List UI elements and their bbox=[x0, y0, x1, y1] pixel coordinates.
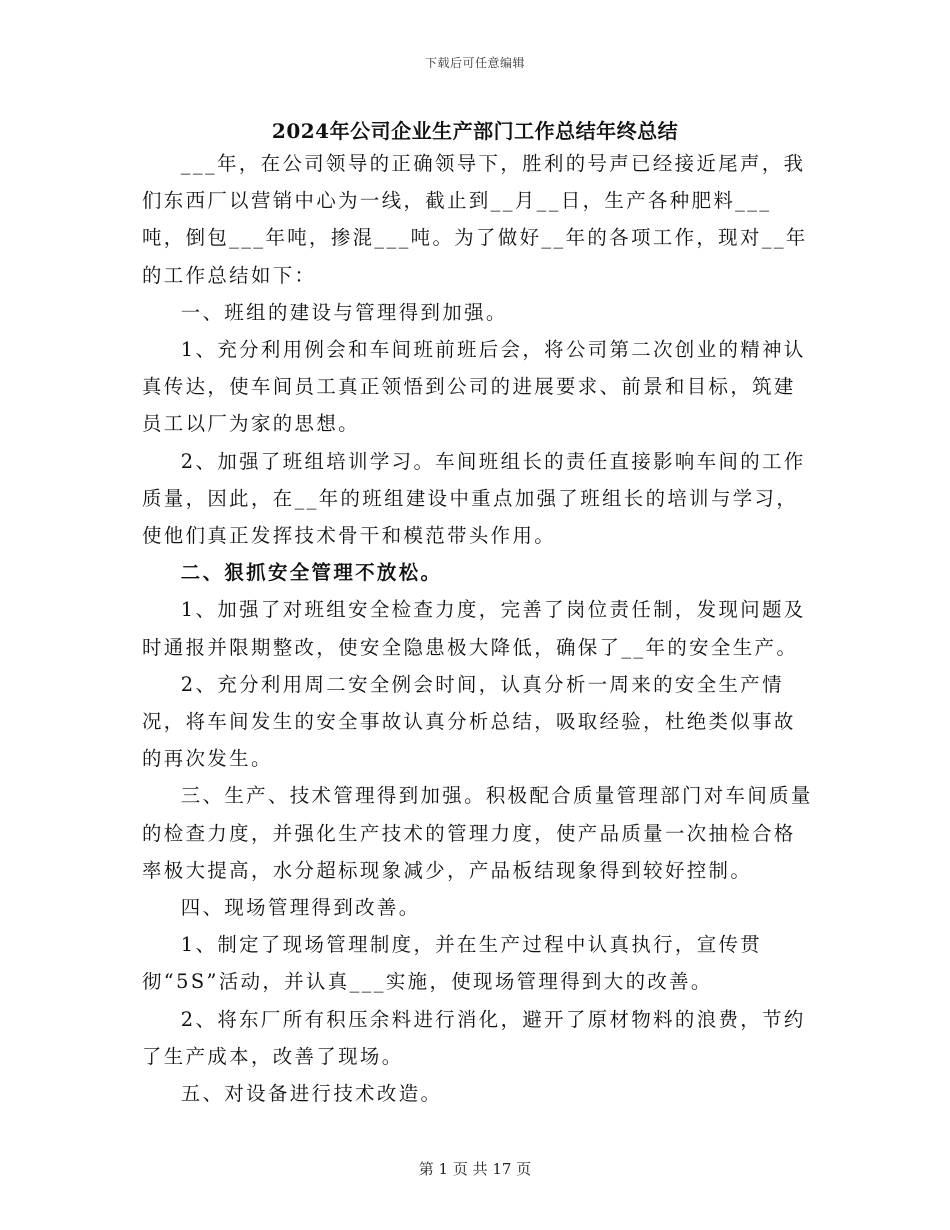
section-heading-3: 三、生产、技术管理得到加强。积极配合质量管理部门对车间质量的检查力度，并强化生产技术的管理力度，使产品质量一次抽检合格率极大提高，水分超标现象减少，产品板结现象得到较好控制。 bbox=[142, 784, 813, 882]
paragraph: 2、充分利用周二安全例会时间，认真分析一周来的安全生产情况，将车间发生的安全事故认真分析总结，吸取经验，杜绝类似事故的再次发生。 bbox=[142, 672, 796, 771]
section-heading-4: 四、现场管理得到改善。 bbox=[180, 896, 421, 920]
document-body bbox=[142, 145, 814, 1112]
page-title: 2024年公司企业生产部门工作总结年终总结 bbox=[271, 119, 679, 143]
section-heading-2: 二、狠抓安全管理不放松。 bbox=[180, 561, 443, 585]
paragraph: 2、加强了班组培训学习。车间班组长的责任直接影响车间的工作质量，因此，在__年的班组建设中重点加强了班组长的培训与学习，使他们真正发挥技术骨干和模范带头作用。 bbox=[142, 449, 806, 548]
section-heading-5: 五、对设备进行技术改造。 bbox=[180, 1082, 443, 1106]
paragraph: 2、将东厂所有积压余料进行消化，避开了原材物料的浪费，节约了生产成本，改善了现场。 bbox=[142, 1007, 806, 1068]
paragraph: 1、加强了对班组安全检查力度，完善了岗位责任制，发现问题及时通报并限期整改，使安全隐患极大降低，确保了__年的安全生产。 bbox=[142, 598, 806, 659]
page-footer: 第 1 页 共 17 页 bbox=[418, 1160, 532, 1178]
section-heading-1: 一、班组的建设与管理得到加强。 bbox=[180, 300, 508, 324]
paragraph-intro: ___年，在公司领导的正确领导下，胜利的号声已经接近尾声，我们东西厂以营销中心为一线，截止到__月__日，生产各种肥料___吨，倒包___年吨，掺混___吨。为了做好__年的各项工作，现对__年的工作总结如下： bbox=[142, 152, 808, 287]
paragraph: 1、充分利用例会和车间班前班后会，将公司第二次创业的精神认真传达，使车间员工真正领悟到公司的进展要求、前景和目标，筑建员工以厂为家的思想。 bbox=[142, 338, 806, 436]
header-note: 下载后可任意编辑 bbox=[424, 56, 525, 70]
paragraph: 1、制定了现场管理制度，并在生产过程中认真执行，宣传贯彻“5S”活动，并认真___实施，使现场管理得到大的改善。 bbox=[142, 933, 763, 994]
